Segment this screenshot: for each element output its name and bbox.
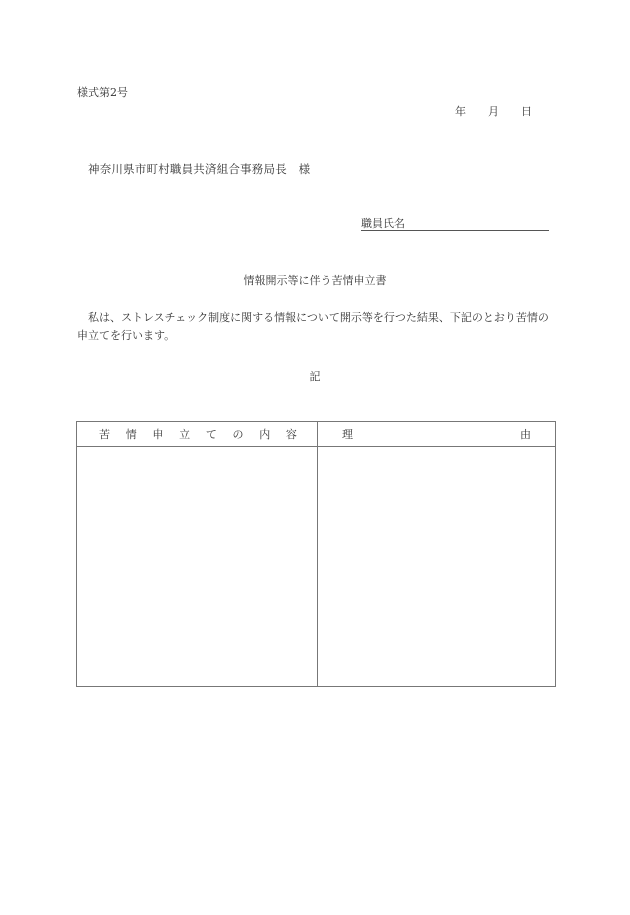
day-label: 日 [521, 105, 532, 118]
header-char: 理 [342, 428, 353, 441]
form-number: 様式第2号 [77, 86, 128, 99]
header-char: 内 [259, 428, 271, 441]
document-title: 情報開示等に伴う苦情申立書 [243, 274, 387, 287]
header-char: て [205, 428, 217, 441]
header-char: 苦 [99, 428, 110, 441]
header-char: の [232, 428, 244, 441]
body-text: 私は、ストレスチェック制度に関する情報について開示等を行つた結果、下記のとおり苦情の申立てを行います。 [77, 311, 549, 342]
header-char: 情 [125, 428, 137, 441]
employee-name-label: 職員氏名 [361, 217, 405, 230]
header-char: 申 [152, 428, 164, 441]
employee-name-field[interactable] [361, 217, 549, 231]
reason-cell[interactable] [318, 447, 556, 687]
note-heading: 記 [309, 370, 321, 383]
addressee: 神奈川県市町村職員共済組合事務局長 様 [88, 162, 311, 176]
month-label: 月 [488, 105, 499, 118]
header-char: 立 [179, 428, 191, 441]
complaint-content-cell[interactable] [77, 447, 318, 687]
complaint-table [76, 421, 556, 687]
table-row [77, 447, 556, 687]
header-reason [318, 422, 556, 447]
header-char: 由 [520, 428, 531, 441]
date-line [455, 103, 532, 119]
table-header-row [77, 422, 556, 447]
header-complaint-content [77, 422, 318, 447]
header-char: 容 [285, 428, 297, 441]
year-label: 年 [455, 105, 466, 118]
